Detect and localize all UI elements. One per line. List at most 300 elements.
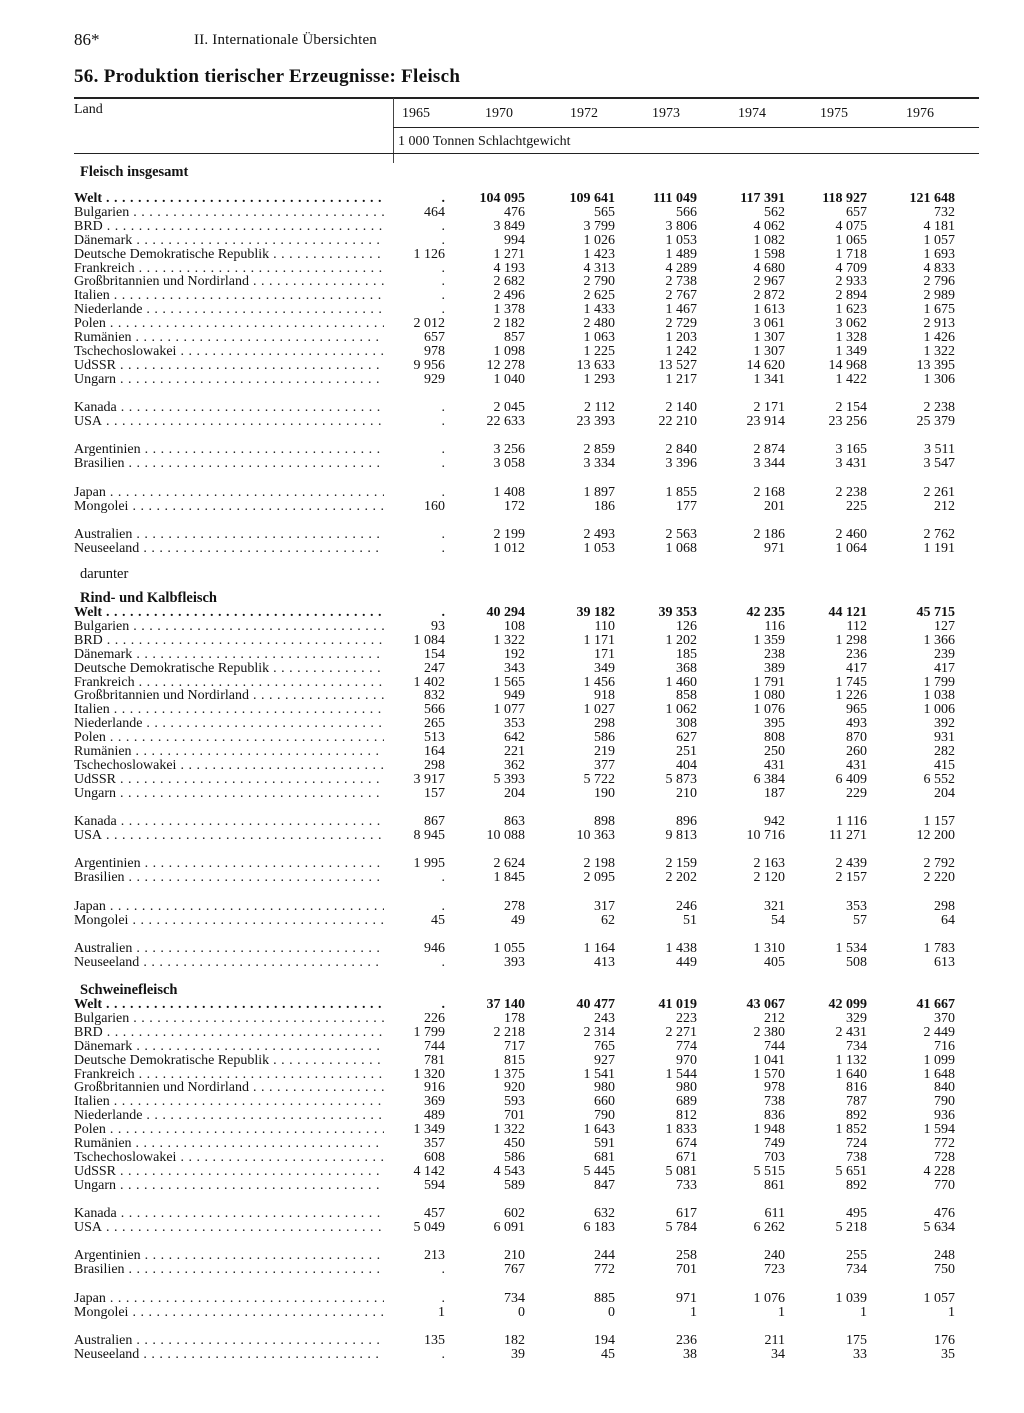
table-row: [0, 248, 1024, 262]
table-cell: 40 294: [486, 605, 525, 620]
table-row: [0, 1207, 1024, 1221]
table-cell: 33: [853, 1346, 867, 1362]
table-cell: 117 391: [740, 191, 785, 206]
table-cell: 10 363: [576, 828, 615, 843]
table-cell: 1 855: [665, 484, 697, 500]
table-row: [0, 1348, 1024, 1362]
table-cell: 750: [934, 1262, 955, 1278]
table-row: [0, 275, 1024, 289]
table-cell: 204: [504, 785, 525, 801]
table-row: [0, 1123, 1024, 1137]
table-cell: 565: [594, 204, 615, 220]
table-cell: 2 199: [493, 527, 525, 542]
table-cell: 2 894: [835, 288, 867, 304]
table-cell: 4 833: [923, 260, 955, 276]
table-row: [0, 206, 1024, 220]
table-cell: .: [441, 218, 445, 234]
table-cell: 8 945: [413, 828, 445, 843]
table-cell: 1: [860, 1304, 867, 1320]
table-cell: 3 917: [413, 771, 445, 787]
table-cell: 4 680: [753, 260, 785, 276]
table-cell: 6 091: [493, 1220, 525, 1235]
table-cell: 1 541: [583, 1066, 615, 1082]
table-row: [0, 689, 1024, 703]
table-cell: 657: [424, 330, 445, 345]
table-cell: 44 121: [828, 605, 867, 620]
table-cell: 194: [594, 1333, 615, 1348]
table-cell: .: [441, 232, 445, 248]
table-cell: 45: [431, 912, 445, 928]
table-cell: 343: [504, 660, 525, 676]
table-cell: 212: [764, 1010, 785, 1026]
table-cell: 186: [594, 498, 615, 514]
table-cell: 201: [764, 498, 785, 514]
table-cell: 476: [934, 1206, 955, 1222]
row-label: Deutsche Demokratische Republik . . .: [74, 1054, 384, 1068]
table-cell: 1 164: [583, 941, 615, 956]
table-cell: 244: [594, 1248, 615, 1264]
table-cell: 2 220: [923, 870, 955, 886]
table-cell: .: [441, 1262, 445, 1278]
table-cell: 936: [934, 1108, 955, 1124]
table-cell: 127: [934, 618, 955, 634]
row-label: Niederlande . . .: [74, 717, 384, 731]
table-cell: 2 796: [923, 274, 955, 290]
table-cell: 1 202: [665, 632, 697, 648]
table-row: [0, 662, 1024, 676]
table-cell: 994: [504, 232, 525, 248]
table-cell: 1 375: [493, 1066, 525, 1082]
table-cell: 1 225: [583, 343, 615, 359]
table-cell: 160: [424, 498, 445, 514]
table-cell: .: [441, 1290, 445, 1306]
table-cell: 591: [594, 1136, 615, 1151]
table-cell: 586: [594, 730, 615, 746]
table-cell: 1 534: [835, 941, 867, 956]
table-cell: 3 061: [753, 316, 785, 332]
table-cell: 353: [504, 716, 525, 732]
table-cell: 1 833: [665, 1122, 697, 1138]
table-cell: 1 053: [583, 540, 615, 556]
table-cell: 790: [594, 1108, 615, 1124]
table-cell: 1 039: [835, 1290, 867, 1306]
table-cell: 2 238: [835, 484, 867, 500]
row-label: Italien . . .: [74, 1095, 384, 1109]
table-cell: 211: [764, 1333, 785, 1348]
table-cell: 1 565: [493, 674, 525, 690]
table-cell: 431: [764, 757, 785, 773]
table-cell: 2 496: [493, 288, 525, 304]
table-cell: 816: [846, 1080, 867, 1096]
row-label: Großbritannien und Nordirland . . .: [74, 1081, 384, 1095]
table-cell: 732: [934, 204, 955, 220]
table-row: [0, 1151, 1024, 1165]
table-cell: 23 914: [746, 414, 785, 429]
row-label: Australien . . .: [74, 1334, 384, 1348]
table-cell: 1 298: [835, 632, 867, 648]
table-cell: 723: [764, 1262, 785, 1278]
table-cell: 1 271: [493, 246, 525, 262]
table-cell: 885: [594, 1290, 615, 1306]
table-cell: 171: [594, 646, 615, 662]
table-cell: 642: [504, 730, 525, 746]
table-cell: 2 157: [835, 870, 867, 886]
row-label: Polen . . .: [74, 317, 384, 331]
table-cell: 787: [846, 1094, 867, 1110]
table-cell: 13 527: [658, 357, 697, 373]
table-row: [0, 759, 1024, 773]
table-row: [0, 731, 1024, 745]
section-subtitle: darunter: [80, 566, 129, 582]
table-cell: 13 633: [576, 357, 615, 373]
table-row: [0, 1263, 1024, 1277]
table-cell: 1 064: [835, 540, 867, 556]
table-cell: 898: [594, 814, 615, 830]
table-cell: 49: [511, 912, 525, 928]
table-cell: 918: [594, 688, 615, 704]
table-cell: 1 307: [753, 330, 785, 345]
table-cell: 774: [676, 1038, 697, 1054]
table-row: [0, 773, 1024, 787]
table-row: [0, 415, 1024, 429]
table-cell: 213: [424, 1248, 445, 1264]
row-label: USA . . .: [74, 1221, 384, 1235]
table-cell: 6 552: [923, 771, 955, 787]
table-cell: 238: [764, 646, 785, 662]
row-label: Dänemark . . .: [74, 648, 384, 662]
table-cell: 5 218: [835, 1220, 867, 1235]
table-cell: 493: [846, 716, 867, 732]
table-row: [0, 1334, 1024, 1348]
table-cell: 716: [934, 1038, 955, 1054]
table-cell: 23 393: [576, 414, 615, 429]
table-cell: 13 395: [916, 357, 955, 373]
table-cell: 1 693: [923, 246, 955, 262]
table-cell: 35: [941, 1346, 955, 1362]
table-row: [0, 317, 1024, 331]
table-cell: 1 745: [835, 674, 867, 690]
table-cell: 1 306: [923, 371, 955, 387]
table-cell: .: [441, 527, 445, 542]
table-cell: 927: [594, 1052, 615, 1068]
table-row: [0, 542, 1024, 556]
table-cell: 701: [504, 1108, 525, 1124]
table-cell: .: [441, 456, 445, 472]
table-cell: 265: [424, 716, 445, 732]
table-cell: 689: [676, 1094, 697, 1110]
table-cell: 1 623: [835, 302, 867, 318]
table-cell: 1 226: [835, 688, 867, 704]
table-cell: 767: [504, 1262, 525, 1278]
table-cell: 3 344: [753, 456, 785, 472]
table-cell: 3 334: [583, 456, 615, 472]
table-cell: 240: [764, 1248, 785, 1264]
table-cell: 734: [504, 1290, 525, 1306]
table-cell: 1 038: [923, 688, 955, 704]
table-row: [0, 1306, 1024, 1320]
table-cell: 449: [676, 954, 697, 970]
row-label: Tschechoslowakei . . .: [74, 1151, 384, 1165]
table-cell: 1 791: [753, 674, 785, 690]
table-cell: 978: [764, 1080, 785, 1096]
table-cell: 118 927: [822, 191, 867, 206]
table-cell: 1 084: [413, 632, 445, 648]
table-cell: 1 217: [665, 371, 697, 387]
table-cell: 9 956: [413, 357, 445, 373]
table-cell: .: [441, 870, 445, 886]
table-row: [0, 1081, 1024, 1095]
table-cell: 589: [504, 1177, 525, 1193]
table-row: [0, 620, 1024, 634]
row-label: UdSSR . . .: [74, 359, 384, 373]
row-label: Italien . . .: [74, 289, 384, 303]
section-title: Schweinefleisch: [80, 982, 178, 998]
table-cell: 3 511: [924, 442, 955, 458]
table-cell: 1 799: [413, 1024, 445, 1040]
row-label: Polen . . .: [74, 731, 384, 745]
table-cell: 1 422: [835, 371, 867, 387]
table-cell: 317: [594, 898, 615, 914]
table-cell: 978: [424, 343, 445, 359]
row-label: USA . . .: [74, 829, 384, 843]
table-cell: 457: [424, 1206, 445, 1222]
table-cell: 2 913: [923, 316, 955, 332]
table-cell: 2 218: [493, 1024, 525, 1040]
table-cell: 2 171: [753, 400, 785, 416]
table-cell: 1 320: [413, 1066, 445, 1082]
table-cell: 1 012: [493, 540, 525, 556]
row-label: BRD . . .: [74, 634, 384, 648]
table-cell: 2 840: [665, 442, 697, 458]
table-row: [0, 787, 1024, 801]
table-cell: 104 095: [479, 191, 525, 206]
table-cell: 970: [676, 1052, 697, 1068]
table-cell: 5 515: [753, 1163, 785, 1179]
table-cell: 251: [676, 744, 697, 759]
table-cell: 413: [594, 954, 615, 970]
table-cell: 2 480: [583, 316, 615, 332]
table-cell: 225: [846, 498, 867, 514]
table-cell: 1 648: [923, 1066, 955, 1082]
table-cell: 282: [934, 744, 955, 759]
table-cell: 1 456: [583, 674, 615, 690]
table-cell: .: [441, 274, 445, 290]
table-row: [0, 373, 1024, 387]
table-cell: 857: [504, 330, 525, 345]
table-cell: 12 278: [486, 357, 525, 373]
table-cell: 847: [594, 1177, 615, 1193]
table-cell: 2 120: [753, 870, 785, 886]
row-label: Argentinien . . .: [74, 857, 384, 871]
row-label: Welt . . .: [74, 192, 384, 206]
table-cell: 744: [764, 1038, 785, 1054]
table-row: [0, 1109, 1024, 1123]
table-cell: 1 040: [493, 371, 525, 387]
table-cell: 566: [676, 204, 697, 220]
table-cell: 2 261: [923, 484, 955, 500]
row-label: Welt . . .: [74, 998, 384, 1012]
table-cell: 38: [683, 1346, 697, 1362]
table-cell: 14 620: [746, 357, 785, 373]
table-cell: .: [441, 1346, 445, 1362]
table-cell: 3 396: [665, 456, 697, 472]
table-cell: 5 049: [413, 1220, 445, 1235]
page-number: 86*: [74, 30, 100, 49]
table-cell: .: [441, 898, 445, 914]
column-header-year: 1974: [738, 106, 766, 121]
row-label: Neuseeland . . .: [74, 1348, 384, 1362]
table-cell: .: [441, 605, 445, 620]
table-cell: 389: [764, 660, 785, 676]
table-cell: 1 359: [753, 632, 785, 648]
table-cell: 765: [594, 1038, 615, 1054]
table-row: [0, 871, 1024, 885]
table-row: [0, 745, 1024, 759]
table-cell: .: [441, 260, 445, 276]
table-cell: 681: [594, 1149, 615, 1165]
table-cell: 5 784: [665, 1220, 697, 1235]
row-label: Australien . . .: [74, 942, 384, 956]
table-cell: 613: [934, 954, 955, 970]
table-cell: 110: [594, 618, 615, 634]
table-cell: 154: [424, 646, 445, 662]
table-cell: 405: [764, 954, 785, 970]
table-cell: 2 729: [665, 316, 697, 332]
table-cell: 395: [764, 716, 785, 732]
table-cell: 2 198: [583, 856, 615, 872]
table-cell: .: [441, 400, 445, 416]
table-cell: 2 625: [583, 288, 615, 304]
row-label: Rumänien . . .: [74, 745, 384, 759]
table-cell: 566: [424, 702, 445, 718]
table-cell: 749: [764, 1136, 785, 1151]
table-cell: 42 235: [746, 605, 785, 620]
table-cell: 4 543: [493, 1163, 525, 1179]
table-cell: 4 289: [665, 260, 697, 276]
table-cell: 278: [504, 898, 525, 914]
table-cell: 239: [934, 646, 955, 662]
table-cell: 464: [424, 204, 445, 220]
table-cell: 404: [676, 757, 697, 773]
table-cell: 495: [846, 1206, 867, 1222]
table-cell: 772: [934, 1136, 955, 1151]
table-cell: 1 057: [923, 232, 955, 248]
table-cell: 255: [846, 1248, 867, 1264]
table-cell: 51: [683, 912, 697, 928]
table-cell: 108: [504, 618, 525, 634]
table-cell: 164: [424, 744, 445, 759]
table-cell: 236: [676, 1333, 697, 1348]
table-cell: 415: [934, 757, 955, 773]
table-cell: 5 393: [493, 771, 525, 787]
column-header-year: 1965: [402, 106, 430, 121]
table-row: [0, 262, 1024, 276]
table-row: [0, 192, 1024, 206]
table-cell: 931: [934, 730, 955, 746]
table-cell: 861: [764, 1177, 785, 1193]
table-cell: 321: [764, 898, 785, 914]
row-label: Neuseeland . . .: [74, 956, 384, 970]
table-cell: 896: [676, 814, 697, 830]
table-row: [0, 1137, 1024, 1151]
row-label: BRD . . .: [74, 220, 384, 234]
table-cell: 770: [934, 1177, 955, 1193]
table-cell: 980: [594, 1080, 615, 1096]
table-row: [0, 401, 1024, 415]
table-cell: .: [441, 442, 445, 458]
table-cell: 43 067: [746, 997, 785, 1012]
section-title: Fleisch insgesamt: [80, 164, 189, 180]
row-label: Polen . . .: [74, 1123, 384, 1137]
table-cell: 772: [594, 1262, 615, 1278]
table-cell: 353: [846, 898, 867, 914]
table-cell: 1 995: [413, 856, 445, 872]
table-cell: 260: [846, 744, 867, 759]
table-cell: 0: [608, 1304, 615, 1320]
table-cell: 1 402: [413, 674, 445, 690]
table-row: [0, 457, 1024, 471]
table-cell: 190: [594, 785, 615, 801]
table-cell: 2 112: [584, 400, 615, 416]
table-cell: 701: [676, 1262, 697, 1278]
table-cell: 1 068: [665, 540, 697, 556]
table-cell: 980: [676, 1080, 697, 1096]
table-cell: 219: [594, 744, 615, 759]
table-cell: 135: [424, 1333, 445, 1348]
row-label: Bulgarien . . .: [74, 206, 384, 220]
table-cell: 417: [934, 660, 955, 676]
table-cell: 1 006: [923, 702, 955, 718]
table-cell: 971: [676, 1290, 697, 1306]
table-title: 56. Produktion tierischer Erzeugnisse: Fleisch: [74, 66, 461, 87]
table-cell: 1 203: [665, 330, 697, 345]
table-cell: 2 168: [753, 484, 785, 500]
table-cell: 508: [846, 954, 867, 970]
table-cell: 172: [504, 498, 525, 514]
table-cell: 738: [764, 1094, 785, 1110]
table-cell: 10 716: [746, 828, 785, 843]
table-cell: 1 438: [665, 941, 697, 956]
table-cell: 627: [676, 730, 697, 746]
row-label: UdSSR . . .: [74, 1165, 384, 1179]
row-label: Kanada . . .: [74, 1207, 384, 1221]
table-cell: 1 242: [665, 343, 697, 359]
table-cell: 611: [764, 1206, 785, 1222]
table-cell: 863: [504, 814, 525, 830]
table-cell: 298: [934, 898, 955, 914]
table-row: [0, 1221, 1024, 1235]
table-cell: 513: [424, 730, 445, 746]
row-label: Mongolei . . .: [74, 500, 384, 514]
table-cell: 5 634: [923, 1220, 955, 1235]
table-cell: 2 380: [753, 1024, 785, 1040]
table-cell: 594: [424, 1177, 445, 1193]
table-cell: 1 322: [493, 1122, 525, 1138]
table-row: [0, 303, 1024, 317]
table-cell: 212: [934, 498, 955, 514]
table-cell: 12 200: [916, 828, 955, 843]
table-cell: 4 181: [923, 218, 955, 234]
table-cell: 1 307: [753, 343, 785, 359]
table-cell: 949: [504, 688, 525, 704]
table-cell: 2 154: [835, 400, 867, 416]
table-cell: 62: [601, 912, 615, 928]
table-cell: 54: [771, 912, 785, 928]
table-cell: 368: [676, 660, 697, 676]
table-cell: 812: [676, 1108, 697, 1124]
table-row: [0, 1179, 1024, 1193]
row-label: Rumänien . . .: [74, 331, 384, 345]
